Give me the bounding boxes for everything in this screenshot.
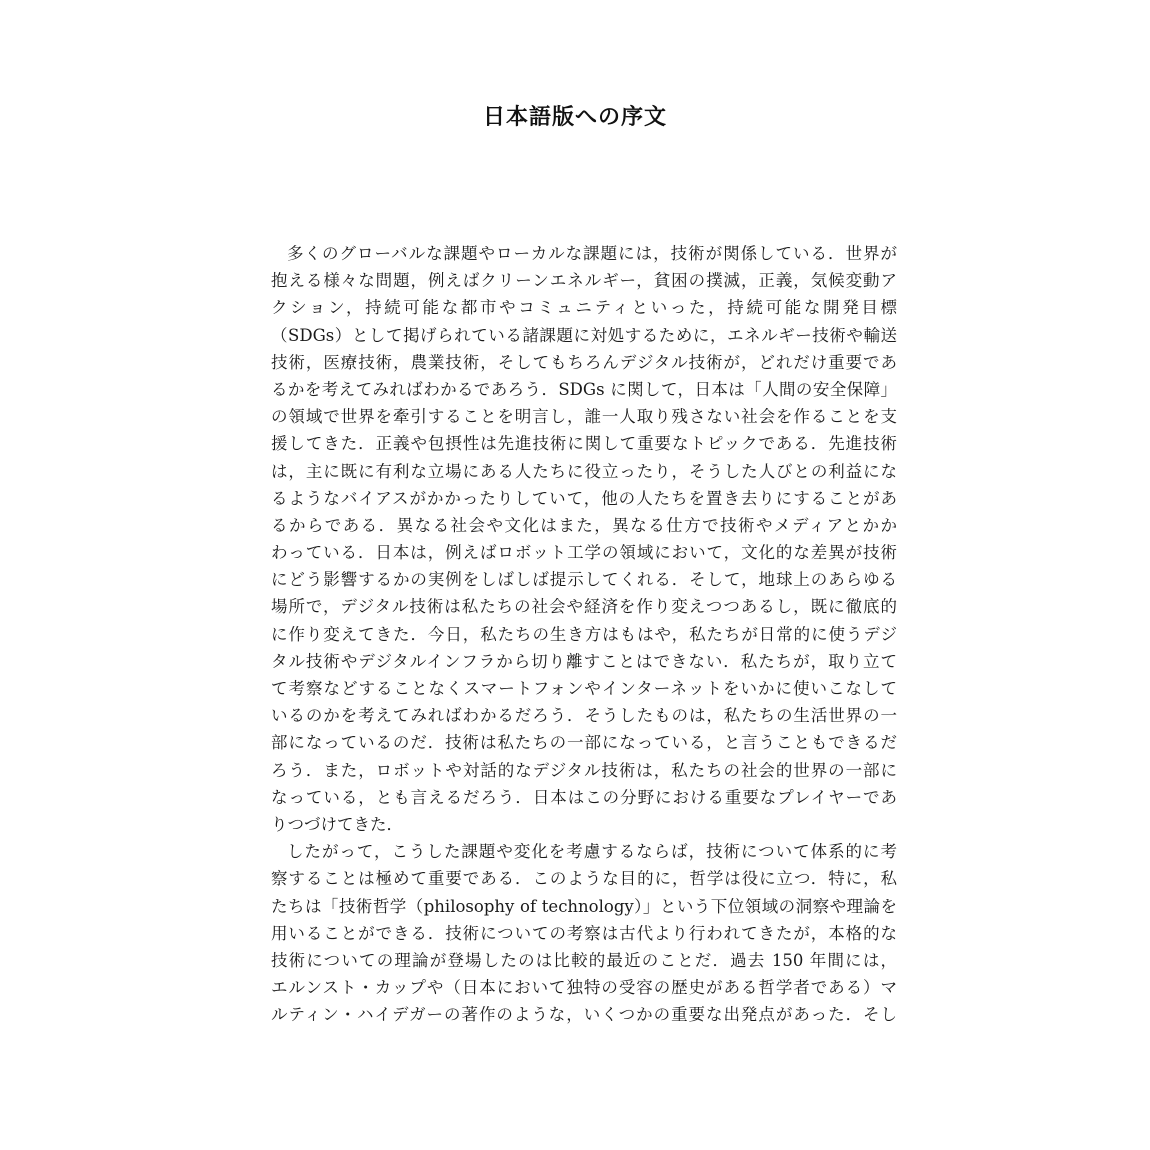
- text-line: なっている，とも言えるだろう．日本はこの分野における重要なプレイヤーであ: [271, 787, 897, 807]
- text-line: るかを考えてみればわかるであろう．SDGs に関して，日本は「人間の安全保障」: [271, 379, 897, 399]
- text-line: たちは「技術哲学（philosophy of technology）」という下位領域の洞察や理論を: [271, 896, 897, 916]
- text-line: 多くのグローバルな課題やローカルな課題には，技術が関係している．世界が: [287, 244, 897, 263]
- text-line: るからである．異なる社会や文化はまた，異なる仕方で技術やメディアとかか: [271, 515, 897, 535]
- text-line: 部になっているのだ．技術は私たちの一部になっている，と言うこともできるだ: [271, 733, 897, 753]
- text-line: エルンスト・カップや（日本において独特の受容の歴史がある哲学者である）マ: [271, 978, 897, 998]
- text-line: ルティン・ハイデガーの著作のような，いくつかの重要な出発点があった．そし: [271, 1005, 897, 1025]
- text-line: クション，持続可能な都市やコミュニティといった，持続可能な開発目標: [271, 298, 897, 318]
- text-line: いるのかを考えてみればわかるだろう．そうしたものは，私たちの生活世界の一: [271, 706, 897, 726]
- page-title: 日本語版への序文: [482, 105, 667, 130]
- text-line: ろう．また，ロボットや対話的なデジタル技術は，私たちの社会的世界の一部に: [271, 760, 897, 780]
- text-line: 技術，医療技術，農業技術，そしてもちろんデジタル技術が，どれだけ重要であ: [271, 352, 897, 372]
- paragraph: [271, 838, 897, 1028]
- text-line: にどう影響するかの実例をしばしば提示してくれる．そして，地球上のあらゆる: [271, 570, 897, 590]
- text-line: 技術についての理論が登場したのは比較的最近のことだ．過去 150 年間には，: [271, 950, 897, 970]
- text-line: 場所で，デジタル技術は私たちの社会や経済を作り変えつつあるし，既に徹底的: [271, 597, 897, 617]
- text-line: （SDGs）として掲げられている諸課題に対処するために，エネルギー技術や輸送: [271, 325, 897, 345]
- paragraph: [271, 240, 897, 838]
- text-line: の領域で世界を牽引することを明言し，誰一人取り残さない社会を作ることを支: [271, 407, 897, 427]
- text-line: 抱える様々な問題，例えばクリーンエネルギー，貧困の撲滅，正義，気候変動ア: [271, 271, 897, 291]
- text-line: タル技術やデジタルインフラから切り離すことはできない．私たちが，取り立て: [271, 651, 897, 671]
- text-line: 援してきた．正義や包摂性は先進技術に関して重要なトピックである．先進技術: [271, 434, 897, 454]
- text-line: 察することは極めて重要である．このような目的に，哲学は役に立つ．特に，私: [271, 869, 897, 889]
- text-line: わっている．日本は，例えばロボット工学の領域において，文化的な差異が技術: [271, 543, 897, 563]
- text-line: るようなバイアスがかかったりしていて，他の人たちを置き去りにすることがあ: [271, 488, 897, 508]
- text-line: 用いることができる．技術についての考察は古代より行われてきたが，本格的な: [271, 923, 897, 943]
- text-line: に作り変えてきた．今日，私たちの生き方はもはや，私たちが日常的に使うデジ: [271, 624, 897, 644]
- text-line: したがって，こうした課題や変化を考慮するならば，技術について体系的に考: [287, 842, 897, 862]
- text-line: て考察などすることなくスマートフォンやインターネットをいかに使いこなして: [271, 679, 897, 698]
- text-line: りつづけてきた．: [271, 814, 403, 834]
- text-line: は，主に既に有利な立場にある人たちに役立ったり，そうした人びとの利益にな: [271, 461, 897, 481]
- body-text: [271, 240, 897, 1028]
